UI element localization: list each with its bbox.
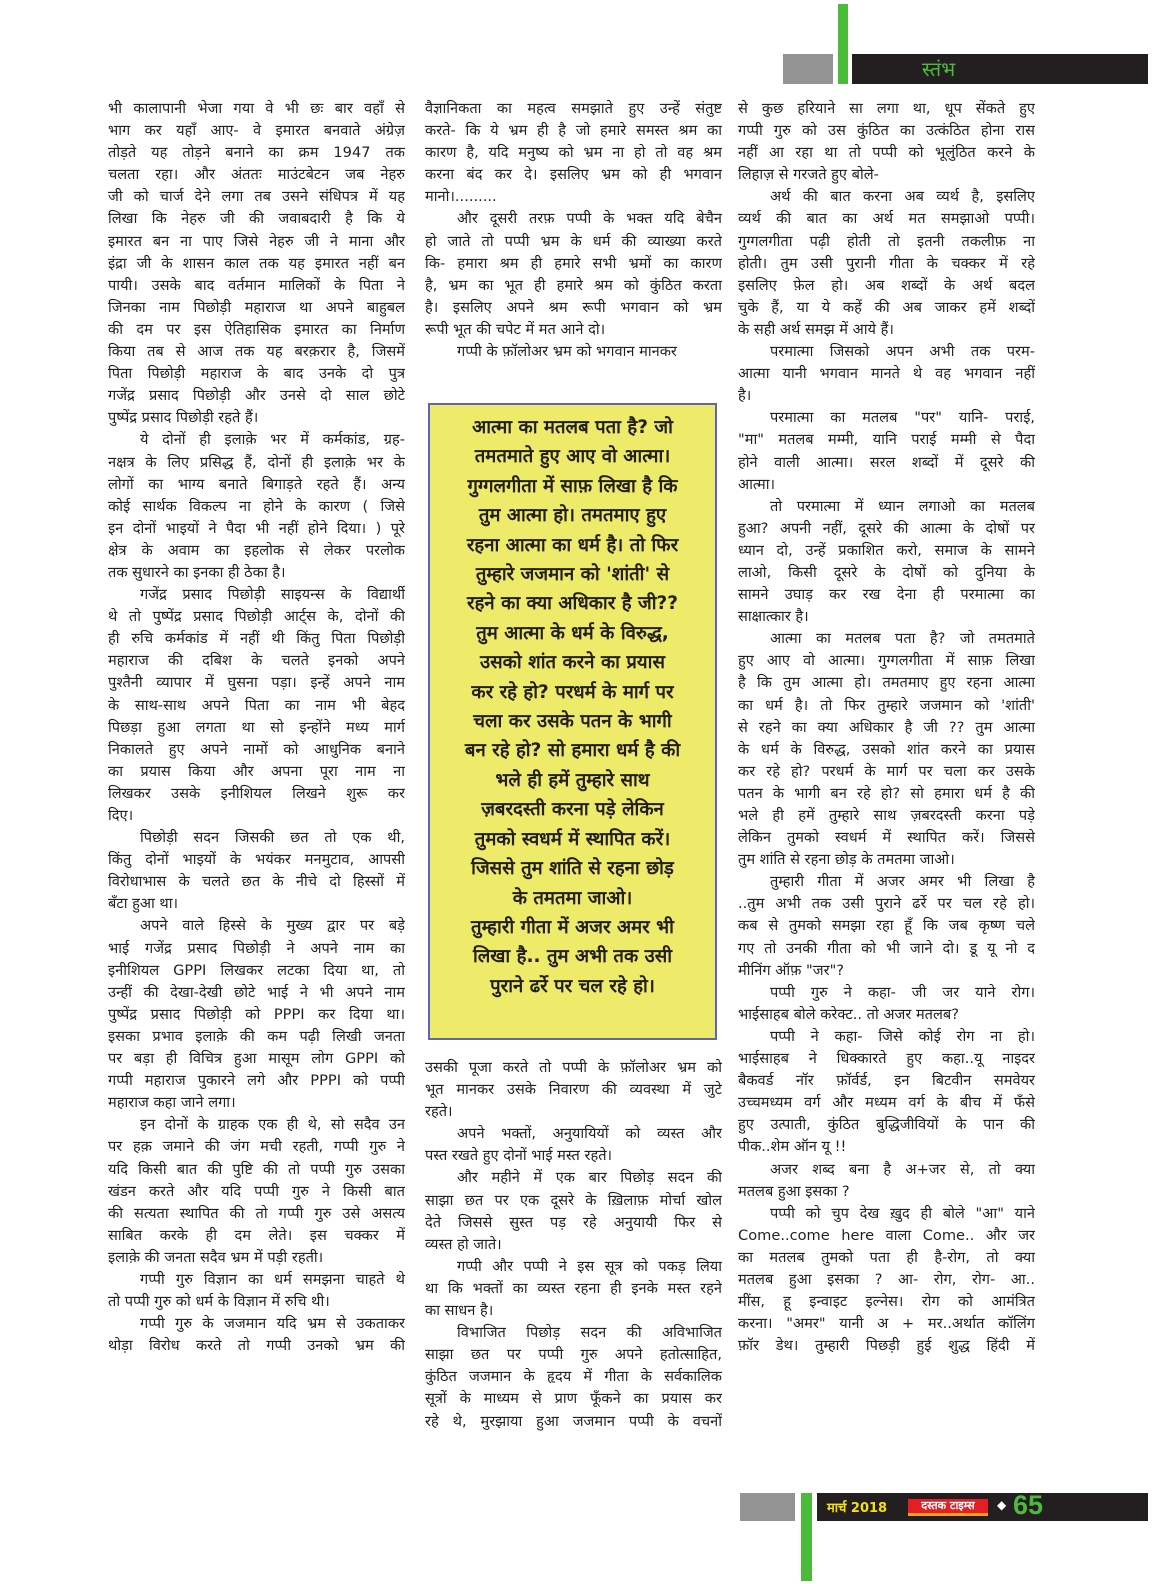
text-line: विभाजित पिछोड़ सदन की अविभाजित [457, 1324, 722, 1342]
article-column-2-bottom [425, 1057, 722, 1433]
text-line: गप्पी गुरु विज्ञान का धर्म समझना चाहते थे [140, 1270, 405, 1288]
text-line: का प्रयास किया और अपना पूरा नाम ना [108, 762, 405, 780]
text-line: होती। तुम उसी पुरानी गीता के चक्कर में रहे [738, 254, 1035, 272]
text-line: कि- हमारा श्रम ही हमारे सभी भ्रमों का कारण [425, 254, 722, 272]
text-line: नहीं आ रहा था तो पप्पी को भूलुंठित करने के [738, 144, 1035, 162]
text-line: इंद्रा जी के शासन काल तक यह इमारत नहीं बन [108, 254, 405, 272]
footer-gray-block [740, 1493, 795, 1521]
text-line: लोगों का भाग्य बनाते बिगाड़ते रहते हैं। अन्य [108, 475, 405, 493]
text-line: होने वाली आत्मा। सरल शब्दों में दूसरे की [738, 453, 1035, 471]
text-line: महाराज कहा जाने लगा। [108, 1094, 236, 1112]
text-line: भाईसाहब ने धिक्कारते हुए कहा..यू नाइदर [738, 1050, 1035, 1068]
text-line: रूपी भूत की चपेट में मत आने दो। [425, 320, 606, 338]
text-line: इमारत बन ना पाए जिसे नेहरु जी ने माना और [108, 232, 405, 250]
text-line: नक्षत्र के लिए प्रसिद्ध हैं, दोनों ही इलाक़े भर के [108, 453, 405, 471]
text-line: यदि किसी बात की पुष्टि की तो पप्पी गुरु उसका [108, 1160, 405, 1178]
text-line: इनीशियल GPPI लिखकर लटका दिया था, तो [108, 961, 405, 979]
text-line: पतन के भागी बन रहे हो? सो हमारा धर्म है की [738, 784, 1035, 802]
text-line: मींस, हू इन्वाइट इल्नेस। रोग को आमंत्रित [738, 1293, 1035, 1311]
pull-quote-line: रहना आत्मा का धर्म है। तो फिर [466, 534, 679, 556]
text-line: उन्हीं की देखा-देखी छोटे भाई ने भी अपने नाम [108, 983, 405, 1001]
pull-quote-line: तुम आत्मा के धर्म के विरुद्ध, [476, 622, 669, 644]
pull-quote-line: तुमको स्वधर्म में स्थापित करें। [474, 828, 671, 850]
text-line: लाओ, किसी दूसरे के दोषों को दुनिया के [738, 563, 1035, 581]
text-line: "मा" मतलब मम्मी, यानि पराई मम्मी से पैदा [738, 431, 1035, 449]
text-line: ये दोनों ही इलाक़े भर में कर्मकांड, ग्रह- [140, 431, 405, 449]
text-line: खंडन करते और यदि पप्पी गुरु ने किसी बात [108, 1182, 405, 1200]
text-line: पप्पी ने कहा- जिसे कोई रोग ना हो। [770, 1027, 1035, 1045]
text-line: का धर्म है। तो फिर तुम्हारे जजमान को 'शांती' [738, 696, 1035, 714]
text-line: अर्थ की बात करना अब व्यर्थ है, इसलिए [770, 188, 1035, 206]
text-line: परमात्मा जिसको अपन अभी तक परम- [770, 343, 1035, 361]
text-line: बैकवर्ड नॉर फ़ॉर्वर्ड, इन बिटवीन समवेयर [738, 1072, 1035, 1090]
text-line: ही रुचि कर्मकांड में नहीं थी किंतु पिता पिछोड़ी [108, 630, 405, 648]
text-line: चुके हैं, या ये कहें की अब जाकर हमें शब्दों [738, 298, 1035, 316]
text-line: पीक..शेम ऑन यू !! [738, 1138, 847, 1156]
pull-quote-line: तुम्हारे जजमान को 'शांती' से [475, 564, 670, 586]
text-line: हो जाते तो पप्पी भ्रम के धर्म की व्याख्या करते [425, 232, 722, 250]
text-line: लिखकर उसके इनीशियल लिखने शुरू कर [108, 784, 405, 802]
text-line: था कि भक्तों का व्यस्त रहना ही इनके मस्त रहने [425, 1279, 722, 1297]
text-line: अपने वाले हिस्से के मुख्य द्वार पर बड़े [140, 917, 405, 935]
text-line: उच्चमध्यम वर्ग और मध्यम वर्ग के बीच में फँसे [738, 1094, 1035, 1112]
text-line: मानो।......... [425, 188, 497, 206]
text-line: हुआ? अपनी नहीं, दूसरे की आत्मा के दोषों पर [738, 519, 1035, 537]
text-line: महाराज की दबिश के चलते इनको अपने [108, 652, 405, 670]
text-line: व्यर्थ की बात का अर्थ मत समझाओ पप्पी। [738, 210, 1035, 228]
text-line: फ़ॉर डेथ। तुम्हारी पिछड़ी हुई शुद्ध हिंदी में [738, 1337, 1035, 1355]
text-line: करते- कि ये भ्रम ही है जो हमारे समस्त श्रम का [425, 122, 722, 140]
text-line: के धर्म के विरुद्ध, उसको शांत करने का प्रयास [738, 740, 1035, 758]
text-line: परमात्मा का मतलब "पर" यानि- पराई, [770, 409, 1035, 427]
text-line: मीनिंग ऑफ़ "जर"? [738, 961, 845, 979]
pull-quote-line: चला कर उसके पतन के भागी [473, 711, 672, 733]
text-line: पस्त रखते हुए दोनों भाई मस्त रहते। [425, 1147, 613, 1165]
pull-quote-line: तुम आत्मा हो। तमतमाए हुए [478, 505, 667, 527]
text-line: गए तो उनकी गीता को भी जाने दो। डू यू नो द [738, 939, 1035, 957]
text-line: किंतु दोनों भाइयों के भयंकर मनमुटाव, आपसी [108, 851, 405, 869]
pull-quote-line: आत्मा का मतलब पता है? जो [472, 417, 673, 438]
text-line: पर बड़ा ही विचित्र हुआ मासूम लोग GPPI को [108, 1050, 405, 1068]
text-line: पर हक़ जमाने की जंग मची रहती, गप्पी गुरु ने [108, 1138, 405, 1156]
text-line: पुष्पेंद्र प्रसाद पिछोड़ी रहते हैं। [108, 409, 259, 427]
text-line: पप्पी को चुप देख ख़ुद ही बोले "आ" याने [770, 1204, 1035, 1222]
text-line: भाई गजेंद्र प्रसाद पिछोड़ी ने अपने नाम का [108, 939, 405, 957]
pull-quote-line: बन रहे हो? सो हमारा धर्म है की [464, 740, 681, 762]
text-line: है। इसलिए अपने श्रम रूपी भगवान को भ्रम [425, 298, 722, 316]
text-line: तुम शांति से रहना छोड़ के तमतमा जाओ। [738, 851, 955, 869]
text-line: गप्पी और पप्पी ने इस सूत्र को पकड़ लिया [457, 1257, 722, 1275]
text-line: से रहने का क्या अधिकार है जी ?? तुम आत्मा [738, 718, 1035, 736]
text-line: निकालते हुए अपने नामों को आधुनिक बनाने [108, 740, 405, 758]
pull-quote-line: के तमतमा जाओ। [512, 887, 633, 909]
text-line: हुए उत्पाती, कुंठित बुद्धिजीवियों के पान की [738, 1116, 1035, 1134]
text-line: पप्पी गुरु ने कहा- जी जर याने रोग। [770, 983, 1035, 1001]
text-line: विरोधाभास के चलते छत के नीचे दो हिस्सों में [108, 873, 405, 891]
text-line: कारण है, यदि मनुष्य को भ्रम ना हो तो वह श्रम [425, 144, 722, 162]
pull-quote-line: रहने का क्या अधिकार है जी?? [467, 593, 678, 615]
text-line: इसलिए फ़ेल हो। अब शब्दों के अर्थ बदल [738, 276, 1035, 294]
text-line: गजेंद्र प्रसाद पिछोड़ी साइयन्स के विद्यार्थी [140, 586, 405, 604]
pull-quote-box [428, 403, 717, 1040]
text-line: आत्मा यानी भगवान मानते थे वह भगवान नहीं [738, 365, 1035, 383]
text-line: सूत्रों के माध्यम से प्राण फूँकने का प्रयास कर [425, 1390, 722, 1408]
text-line: लेकिन तुमको स्वधर्म में स्थापित करें। जिससे [738, 829, 1035, 847]
text-line: अपने भक्तों, अनुयायियों को व्यस्त और [457, 1125, 722, 1143]
text-line: रहे थे, मुरझाया हुआ जजमान पप्पी के वचनों [425, 1412, 722, 1430]
text-line: तो परमात्मा में ध्यान लगाओ का मतलब [770, 497, 1035, 515]
text-line: इसका प्रभाव इलाक़े की कम पढ़ी लिखी जनता [108, 1027, 405, 1045]
text-line: थे तो पुष्पेंद्र प्रसाद पिछोड़ी आर्ट्स के, दोनों की [108, 608, 405, 626]
text-line: है कि तुम आत्मा हो। तमतमाए हुए रहना आत्मा [738, 674, 1035, 692]
text-line: गप्पी के फ़ॉलोअर भ्रम को भगवान मानकर [457, 343, 677, 361]
text-line: Come..come here वाला Come.. और जर [738, 1226, 1035, 1244]
text-line: गप्पी महाराज पुकारने लगे और PPPI को पप्पी [108, 1072, 405, 1090]
text-line: मतलब हुआ इसका ? [738, 1182, 850, 1200]
text-line: गुग्गलगीता पढ़ी होती तो इतनी तकलीफ़ ना [738, 232, 1035, 250]
text-line: के सही अर्थ समझ में आये हैं। [738, 320, 894, 338]
text-line: इन दोनों भाइयों ने पैदा भी नहीं होने दिया। ) पूरे [108, 519, 405, 537]
text-line: अजर शब्द बना है अ+जर से, तो क्या [770, 1160, 1035, 1178]
article-column-3 [738, 98, 1035, 1357]
text-line: किया तब से आज तक यह बरक़रार है, जिसमें [108, 343, 405, 361]
text-line: थोड़ा विरोध करते तो गप्पी उनको भ्रम की [108, 1337, 405, 1355]
text-line: मतलब हुआ इसका ? आ- रोग, रोग- आ.. [738, 1270, 1035, 1288]
text-line: पिछोड़ी सदन जिसकी छत तो एक थी, [140, 829, 405, 847]
pull-quote-line: तमतमाते हुए आए वो आत्मा। [474, 446, 671, 468]
text-line: का मतलब तुमको पता ही है-रोग, तो क्या [738, 1248, 1035, 1266]
text-line: उसकी पूजा करते तो पप्पी के फ़ॉलोअर भ्रम को [425, 1059, 722, 1076]
text-line: भाईसाहब बोले करेक्ट.. तो अजर मतलब? [738, 1005, 959, 1023]
text-line: करना। "अमर" यानी अ + मर..अर्थात कॉलिंग [738, 1315, 1035, 1333]
text-line: वैज्ञानिकता का महत्व समझाते हुए उन्हें संतुष्ट [425, 100, 722, 117]
text-line: गप्पी गुरु को उस कुंठित का उत्कंठित होना रास [738, 122, 1035, 140]
text-line: पुष्पेंद्र प्रसाद पिछोड़ी को PPPI कर दिया था। [108, 1005, 405, 1023]
text-line: भी कालापानी भेजा गया वे भी छः बार वहाँ से [108, 100, 405, 117]
text-line: चलता रहा। और अंततः माउंटबेटन जब नेहरु [108, 166, 405, 184]
text-line: जिनका नाम पिछोड़ी महाराज था अपने बाहुबल [108, 298, 405, 316]
pull-quote-line: ज़बरदस्ती करना पड़े लेकिन [481, 799, 664, 821]
text-line: है, भ्रम का भूत ही हमारे श्रम को कुंठित करता [425, 276, 722, 294]
text-line: पिता पिछोड़ी महाराज के बाद उनके दो पुत्र [108, 365, 405, 383]
text-line: कब से तुमको समझा रहा हूँ कि जब कृष्ण चले [738, 917, 1035, 935]
text-line: जी को चार्ज देने लगा तब उसने संधिपत्र में यह [108, 188, 405, 206]
article-column-1 [108, 98, 405, 1357]
magazine-logo [908, 1499, 988, 1516]
text-line: कर रहे हो? परधर्म के मार्ग पर चला कर उसके [738, 762, 1035, 780]
text-line: भाग कर यहाँ आए- वे इमारत बनवाते अंग्रेज़ [108, 122, 405, 140]
pull-quote-line: जिससे तुम शांति से रहना छोड़ [471, 858, 674, 880]
pull-quote-line: उसको शांत करने का प्रयास [480, 652, 665, 674]
text-line: तुम्हारी गीता में अजर अमर भी लिखा है [770, 873, 1035, 891]
text-line: साझा छत पर पप्पी गुरु अपने हतोत्साहित, [425, 1346, 722, 1364]
pull-quote-line: कर रहे हो? परधर्म के मार्ग पर [471, 681, 674, 703]
text-line: है। [738, 387, 752, 405]
text-line: देते जिससे सुस्त पड़ रहे अनुयायी फिर से [425, 1213, 722, 1231]
text-line: के साथ-साथ अपने पिता का नाम भी बेहद [108, 696, 405, 714]
text-line: भूत मानकर उसके निवारण की व्यवस्था में जुटे [425, 1081, 722, 1099]
text-line: ध्यान दो, उन्हें प्रकाशित करो, समाज के सामने [738, 541, 1035, 559]
pull-quote-line: भले ही हमें तुम्हारे साथ [495, 769, 650, 791]
text-line: लिहाज़ से गरजते हुए बोले- [738, 166, 879, 184]
text-line: ..तुम अभी तक उसी पुराने ढर्रे पर चल रहे हो। [738, 895, 1035, 913]
text-line: पायी। उसके बाद वर्तमान मालिकों के पिता ने [108, 276, 405, 294]
footer-bar [817, 1490, 1148, 1521]
text-line: इलाक़े की जनता सदैव भ्रम में पड़ी रहती। [108, 1248, 324, 1266]
text-line: तक सुधारने का इनका ही ठेका है। [108, 563, 286, 581]
text-line: तो पप्पी गुरु को धर्म के विज्ञान में रुचि थी। [108, 1293, 330, 1311]
text-line: और दूसरी तरफ़ पप्पी के भक्त यदि बेचैन [457, 210, 722, 228]
magazine-logo-text: दस्तक टाइम्स [921, 1499, 975, 1512]
issue-date: मार्च 2018 [827, 1501, 888, 1516]
text-line: साबित करके ही दम लेते। इस चक्कर में [108, 1226, 405, 1244]
text-line: गजेंद्र प्रसाद पिछोड़ी और उनसे दो साल छोटे [108, 387, 405, 405]
text-line: बँटा हुआ था। [108, 895, 179, 913]
text-line: रहते। [425, 1103, 453, 1121]
text-line: की दम पर इस ऐतिहासिक इमारत का निर्माण [108, 320, 405, 338]
header-gray-block [783, 54, 833, 84]
text-line: सामने उघाड़ कर रख देना ही परमात्मा का [738, 586, 1035, 604]
text-line: की सत्यता स्थापित की तो गप्पी गुरु उसे असत्य [108, 1204, 405, 1222]
text-line: क्षेत्र के अवाम का इहलोक से लेकर परलोक [108, 541, 405, 559]
text-line: लिखा कि नेहरु जी की जवाबदारी है कि ये [108, 210, 405, 228]
text-line: पिछड़ा हुआ लगता था सो इन्होंने मध्य मार्ग [108, 718, 405, 736]
text-line: व्यस्त हो जाते। [425, 1235, 502, 1253]
pull-quote-line: तुम्हारी गीता में अजर अमर भी [471, 916, 674, 938]
pull-quote-line: लिखा है.. तुम अभी तक उसी [472, 946, 673, 968]
pull-quote-line: पुराने ढर्रे पर चल रहे हो। [490, 975, 655, 997]
text-line: आत्मा। [738, 475, 776, 493]
footer-green-bar [801, 1493, 812, 1581]
text-line: कोई सार्थक विकल्प ना होने के कारण ( जिसे [108, 497, 405, 515]
text-line: करना बंद कर दे। इसलिए भ्रम को ही भगवान [425, 166, 722, 184]
text-line: साझा छत पर एक दूसरे के ख़िलाफ़ मोर्चा खोल [425, 1191, 722, 1209]
article-column-2-top [425, 98, 722, 363]
text-line: से कुछ हरियाने सा लगा था, धूप सेंकते हुए [738, 100, 1035, 117]
text-line: भले ही हमें तुम्हारे साथ ज़बरदस्ती करना पड़े [738, 807, 1035, 824]
pull-quote-line: गुग्गलगीता में साफ़ लिखा है कि [467, 475, 678, 497]
text-line: और महीने में एक बार पिछोड़ सदन की [457, 1169, 722, 1187]
text-line: इन दोनों के ग्राहक एक ही थे, सो सदैव उन [140, 1116, 405, 1134]
header-section-bar [852, 54, 1148, 84]
text-line: तोड़ते यह तोड़ने बनाने का क्रम 1947 तक [108, 144, 405, 162]
text-line: का साधन है। [425, 1302, 494, 1320]
text-line: हुए आए वो आत्मा। गुग्गलगीता में साफ़ लिखा [738, 652, 1035, 670]
header-green-bar [838, 4, 848, 84]
section-title: स्तंभ [922, 57, 956, 81]
diamond-separator-icon: ◆ [997, 1498, 1007, 1512]
text-line: गप्पी गुरु के जजमान यदि भ्रम से उकताकर [140, 1315, 405, 1333]
text-line: साक्षात्कार है। [738, 608, 809, 626]
text-line: पुश्तैनी व्यापार में घुसना पड़ा। इन्हें अपने नाम [108, 674, 405, 692]
text-line: कुंठित जजमान के हृदय में गीता के सर्वकालिक [425, 1368, 722, 1386]
text-line: आत्मा का मतलब पता है? जो तमतमाते [770, 630, 1035, 648]
page-number: 65 [1013, 1490, 1044, 1520]
text-line: दिए। [108, 807, 134, 824]
